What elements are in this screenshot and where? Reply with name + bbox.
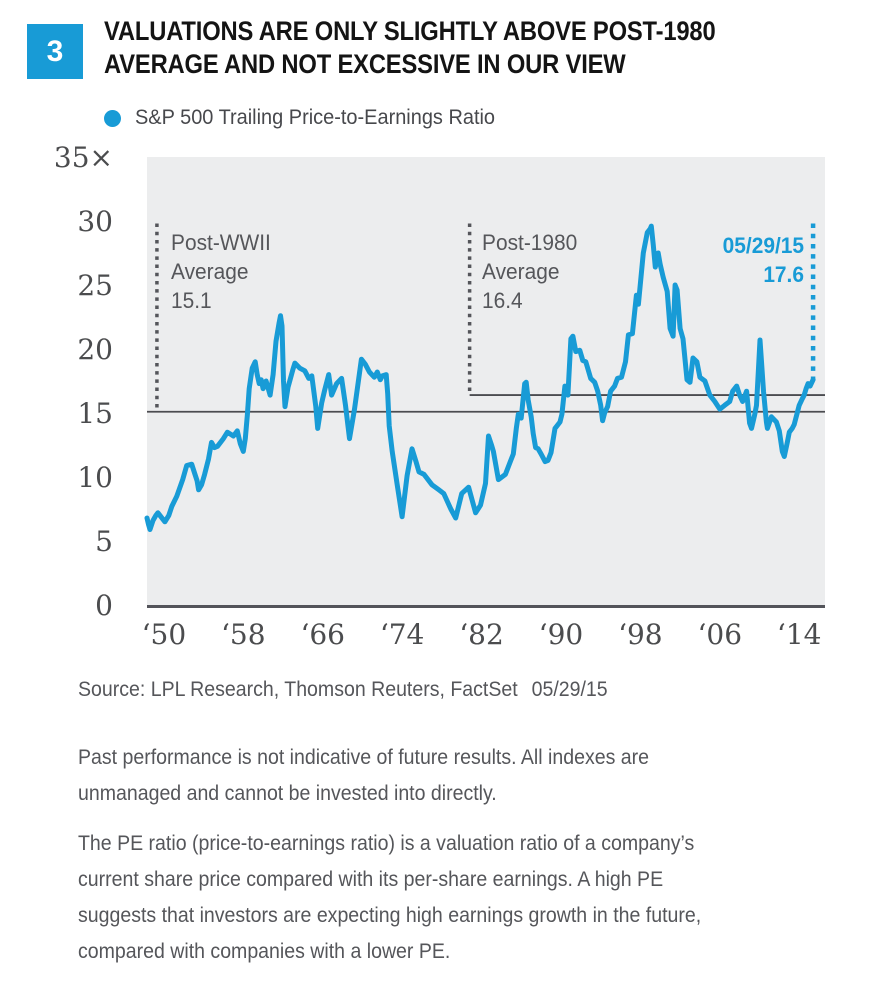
legend-dot-icon bbox=[104, 110, 121, 127]
annotation-current-value bbox=[614, 231, 804, 289]
figure-number: 3 bbox=[46, 34, 64, 68]
disclaimer-pe-line-3: suggests that investors are expecting high earnings growth in the future, bbox=[78, 904, 702, 927]
disclaimer-performance-line-1: Past performance is not indicative of future results. All indexes are bbox=[78, 746, 650, 769]
source-text: Source: LPL Research, Thomson Reuters, FactSet bbox=[78, 678, 518, 701]
x-tick-label: ‘74 bbox=[379, 618, 425, 651]
legend-label: S&P 500 Trailing Price-to-Earnings Ratio bbox=[135, 106, 496, 129]
y-tick-label: 5 bbox=[95, 525, 113, 558]
annotation-post-wwii-average bbox=[171, 228, 271, 315]
annotation-post-wwii-value: 15.1 bbox=[171, 288, 212, 313]
disclaimer-pe-line-4: compared with companies with a lower PE. bbox=[78, 940, 451, 963]
y-tick-label: 25 bbox=[77, 269, 113, 302]
y-tick-label: 10 bbox=[77, 461, 113, 494]
annotation-post-1980-line-2: Average bbox=[482, 259, 560, 284]
figure-title-line-2: AVERAGE AND NOT EXCESSIVE IN OUR VIEW bbox=[104, 49, 626, 79]
annotation-post-wwii-line-1: Post-WWII bbox=[171, 230, 271, 255]
source-date: 05/29/15 bbox=[531, 678, 608, 701]
x-tick-label: ‘90 bbox=[538, 618, 584, 651]
y-tick-label: 30 bbox=[77, 205, 113, 238]
annotation-post-1980-line-1: Post-1980 bbox=[482, 230, 578, 255]
y-tick-label: 20 bbox=[77, 333, 113, 366]
annotation-post-1980-average bbox=[482, 228, 577, 315]
figure-number-badge bbox=[27, 24, 83, 79]
y-axis-tick-labels bbox=[54, 141, 113, 622]
disclaimer-pe-line-1: The PE ratio (price-to-earnings ratio) is a valuation ratio of a company’s bbox=[78, 832, 695, 855]
figure-title-line-1: VALUATIONS ARE ONLY SLIGHTLY ABOVE POST-1980 bbox=[104, 16, 716, 46]
x-tick-label: ‘98 bbox=[618, 618, 663, 651]
disclaimer-pe-definition bbox=[78, 826, 701, 970]
annotation-post-wwii-line-2: Average bbox=[171, 259, 249, 284]
y-tick-label: 15 bbox=[77, 397, 113, 430]
chart-legend bbox=[104, 106, 514, 130]
annotation-current-value-label: 17.6 bbox=[763, 262, 804, 287]
x-axis-tick-labels bbox=[142, 618, 822, 651]
disclaimer-performance-line-2: unmanaged and cannot be invested into directly. bbox=[78, 782, 497, 805]
x-tick-label: ‘66 bbox=[300, 618, 345, 651]
x-tick-label: ‘50 bbox=[141, 618, 187, 651]
x-tick-label: ‘14 bbox=[776, 618, 822, 651]
pe-ratio-line-chart bbox=[0, 140, 892, 652]
y-tick-label: 0 bbox=[95, 589, 113, 622]
annotation-current-date: 05/29/15 bbox=[722, 233, 804, 258]
x-tick-label: ‘82 bbox=[459, 618, 504, 651]
figure-title bbox=[104, 15, 715, 81]
annotation-post-1980-value: 16.4 bbox=[482, 288, 523, 313]
y-tick-label: 35× bbox=[53, 141, 113, 174]
disclaimer-pe-line-2: current share price compared with its per-share earnings. A high PE bbox=[78, 868, 664, 891]
source-line bbox=[78, 678, 608, 702]
disclaimer-performance bbox=[78, 740, 649, 812]
x-tick-label: ‘58 bbox=[221, 618, 266, 651]
x-tick-label: ‘06 bbox=[697, 618, 743, 651]
